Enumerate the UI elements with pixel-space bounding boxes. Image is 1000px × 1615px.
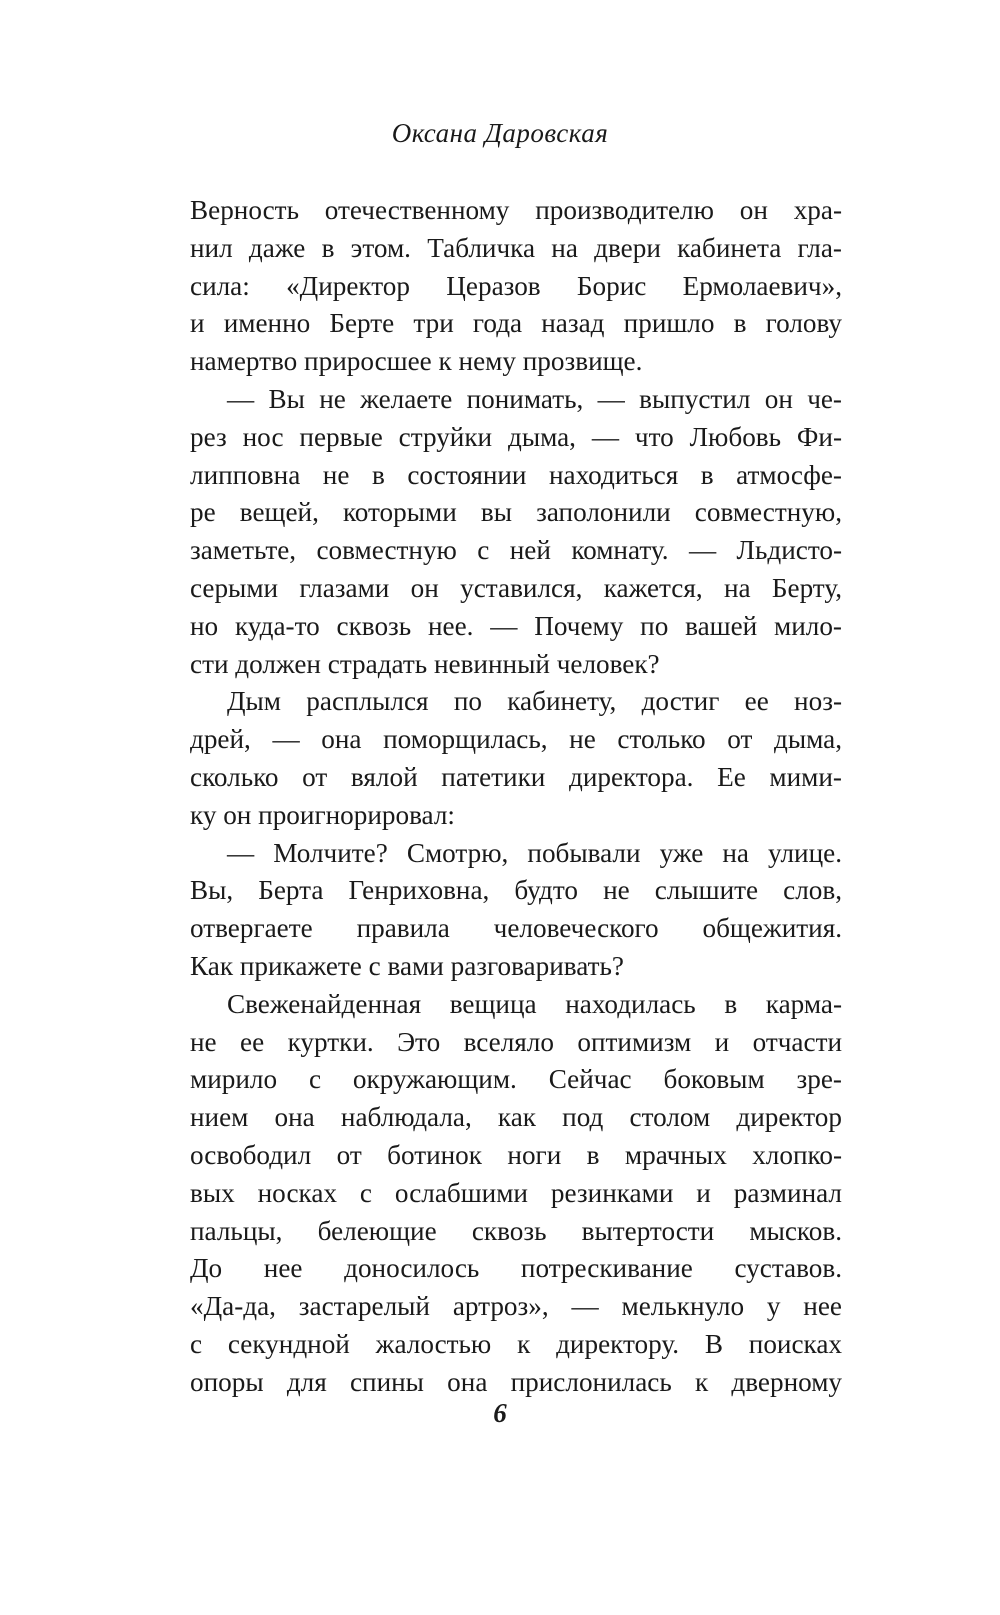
text-line: ре вещей, которыми вы заполонили совместную, (190, 497, 842, 528)
text-line: липповна не в состоянии находиться в атмосфе- (190, 459, 842, 490)
text-line: дрей, — она поморщилась, не столько от дыма, (190, 724, 842, 755)
text-line: заметьте, совместную с ней комнату. — Льдисто- (190, 535, 842, 566)
text-line: вых носках с ослабшими резинками и разминал (190, 1177, 842, 1208)
text-line: с секундной жалостью к директору. В поисках (190, 1328, 842, 1359)
body-text (190, 192, 842, 1402)
text-line: освободил от ботинок ноги в мрачных хлопко- (190, 1139, 842, 1170)
text-line: Свеженайденная вещица находилась в карма- (227, 988, 842, 1019)
text-line: «Да-да, застарелый артроз», — мелькнуло у нее (190, 1291, 842, 1322)
text-line: Дым расплылся по кабинету, достиг ее ноз- (227, 686, 842, 717)
text-line: нием она наблюдала, как под столом директор (190, 1102, 842, 1133)
text-line: опоры для спины она прислонилась к дверному (190, 1366, 842, 1397)
text-line: мирило с окружающим. Сейчас боковым зре- (190, 1064, 842, 1095)
text-line: не ее куртки. Это вселяло оптимизм и отчасти (190, 1026, 842, 1057)
text-line: пальцы, белеющие сквозь вытертости мысков. (190, 1215, 842, 1246)
text-line: сти должен страдать невинный человек? (190, 648, 660, 679)
text-line: сила: «Директор Церазов Борис Ермолаевич», (190, 270, 842, 301)
text-line: Как прикажете с вами разговаривать? (190, 950, 624, 981)
text-line: Верность отечественному производителю он хра- (190, 195, 842, 225)
text-line: сколько от вялой патетики директора. Ее мими- (190, 761, 842, 792)
text-line: ку он проигнорировал: (190, 799, 455, 830)
text-line: серыми глазами он уставился, кажется, на Берту, (190, 572, 842, 603)
text-line: нил даже в этом. Табличка на двери кабинета гла- (190, 232, 842, 263)
text-line: — Молчите? Смотрю, побывали уже на улице. (227, 837, 842, 868)
text-line: отвергаете правила человеческого общежития. (190, 913, 842, 944)
text-line: намертво приросшее к нему прозвище. (190, 346, 643, 377)
text-line: и именно Берте три года назад пришло в голову (190, 308, 842, 339)
text-line: Вы, Берта Генриховна, будто не слышите слов, (190, 875, 842, 906)
running-head: Оксана Даровская (391, 118, 609, 148)
page-number: 6 (493, 1398, 507, 1428)
text-line: но куда-то сквозь нее. — Почему по вашей мило- (190, 610, 842, 641)
text-line: До нее доносилось потрескивание суставов. (190, 1253, 842, 1284)
text-line: рез нос первые струйки дыма, — что Любовь Фи- (190, 421, 842, 452)
text-line: — Вы не желаете понимать, — выпустил он че- (227, 383, 842, 414)
